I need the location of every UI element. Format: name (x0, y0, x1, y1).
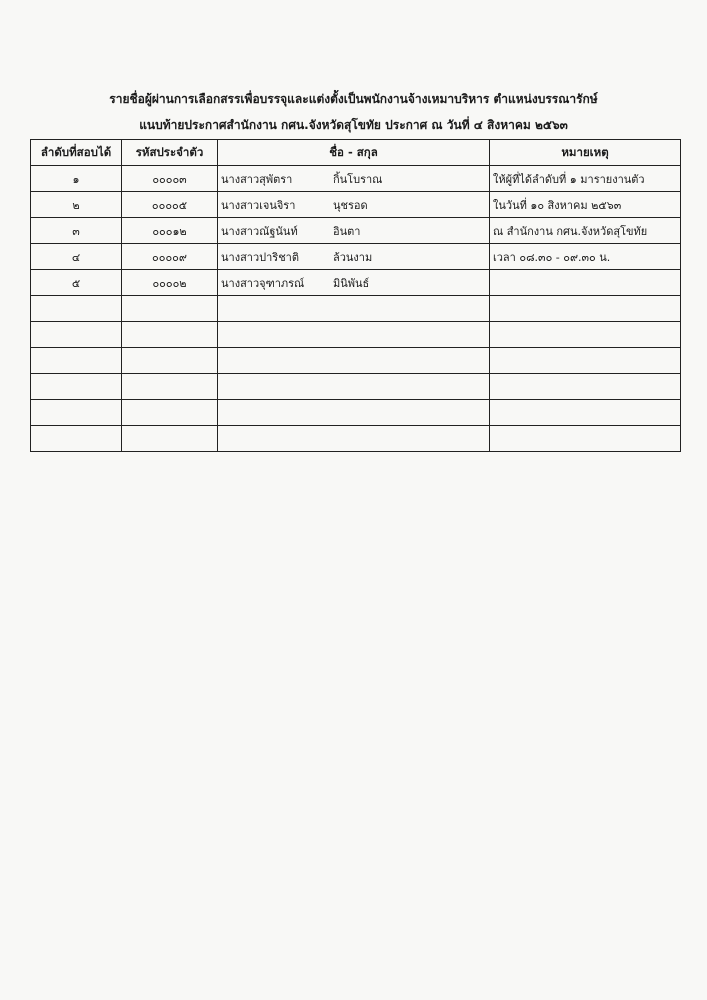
code-cell: ๐๐๐๐๒ (122, 270, 218, 296)
code-cell (122, 348, 218, 374)
table-row (31, 244, 681, 270)
code-cell (122, 374, 218, 400)
first-name: นางสาวเจนจิรา (221, 198, 296, 212)
rank-cell: ๓ (31, 218, 122, 244)
header-name: ชื่อ - สกุล (218, 140, 490, 166)
candidate-table (30, 139, 681, 452)
code-cell: ๐๐๐๐๓ (122, 166, 218, 192)
last-name: กิ้นโบราณ (333, 172, 383, 186)
table-row (31, 322, 681, 348)
note-cell: เวลา ๐๘.๓๐ - ๐๙.๓๐ น. (490, 244, 681, 270)
name-cell (218, 270, 490, 296)
table-row (31, 166, 681, 192)
name-cell (218, 426, 490, 452)
code-cell (122, 400, 218, 426)
table-row (31, 270, 681, 296)
code-cell (122, 426, 218, 452)
header-rank: ลำดับที่สอบได้ (31, 140, 122, 166)
note-cell (490, 322, 681, 348)
name-cell (218, 374, 490, 400)
note-cell (490, 270, 681, 296)
name-cell (218, 400, 490, 426)
name-cell (218, 348, 490, 374)
last-name: มินิพันธ์ (333, 276, 370, 290)
code-cell: ๐๐๐๐๙ (122, 244, 218, 270)
rank-cell: ๒ (31, 192, 122, 218)
first-name: นางสาวสุพัตรา (221, 172, 293, 186)
table-row (31, 400, 681, 426)
name-cell (218, 218, 490, 244)
note-cell (490, 426, 681, 452)
code-cell: ๐๐๐๑๒ (122, 218, 218, 244)
table-header-row (31, 140, 681, 166)
table-row (31, 296, 681, 322)
document-title: รายชื่อผู้ผ่านการเลือกสรรเพื่อบรรจุและแต่งตั้งเป็นพนักงานจ้างเหมาบริหาร ตำแหน่งบรรณารักษ์ (109, 92, 598, 106)
name-cell (218, 296, 490, 322)
name-cell (218, 244, 490, 270)
rank-cell (31, 322, 122, 348)
note-cell (490, 374, 681, 400)
rank-cell: ๑ (31, 166, 122, 192)
first-name: นางสาวจุฑาภรณ์ (221, 276, 305, 290)
document-subtitle: แนบท้ายประกาศสำนักงาน กศน.จังหวัดสุโขทัย ประกาศ ณ วันที่ ๔ สิงหาคม ๒๕๖๓ (139, 118, 568, 132)
table-row (31, 192, 681, 218)
note-cell: ณ สำนักงาน กศน.จังหวัดสุโขทัย (490, 218, 681, 244)
last-name: อินตา (333, 224, 361, 238)
table-row (31, 348, 681, 374)
header-code: รหัสประจำตัว (122, 140, 218, 166)
code-cell (122, 322, 218, 348)
rank-cell: ๕ (31, 270, 122, 296)
note-cell: ให้ผู้ที่ได้ลำดับที่ ๑ มารายงานตัว (490, 166, 681, 192)
code-cell: ๐๐๐๐๕ (122, 192, 218, 218)
first-name: นางสาวปาริชาติ (221, 250, 299, 264)
rank-cell: ๔ (31, 244, 122, 270)
name-cell (218, 192, 490, 218)
rank-cell (31, 426, 122, 452)
name-cell (218, 166, 490, 192)
name-cell (218, 322, 490, 348)
last-name: ล้วนงาม (333, 250, 373, 264)
note-cell: ในวันที่ ๑๐ สิงหาคม ๒๕๖๓ (490, 192, 681, 218)
rank-cell (31, 374, 122, 400)
last-name: นุชรอด (333, 198, 368, 212)
rank-cell (31, 296, 122, 322)
table-row (31, 426, 681, 452)
code-cell (122, 296, 218, 322)
table-row (31, 374, 681, 400)
first-name: นางสาวณัฐนันท์ (221, 224, 298, 238)
note-cell (490, 348, 681, 374)
note-cell (490, 400, 681, 426)
note-cell (490, 296, 681, 322)
header-note: หมายเหตุ (490, 140, 681, 166)
rank-cell (31, 348, 122, 374)
rank-cell (31, 400, 122, 426)
table-row (31, 218, 681, 244)
